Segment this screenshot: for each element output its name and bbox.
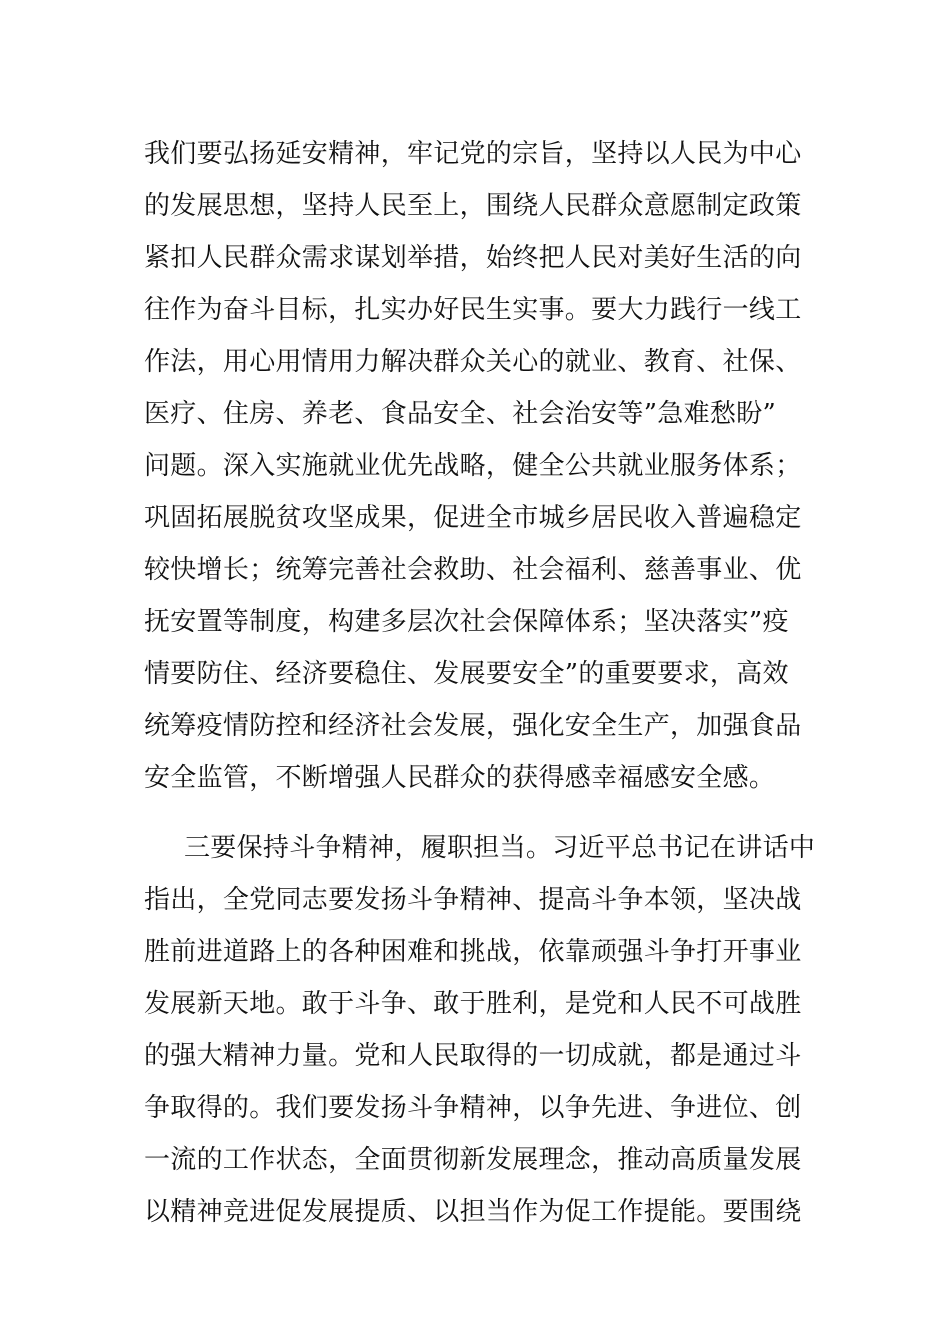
text-line: 紧扣人民群众需求谋划举措，始终把人民对美好生活的向 xyxy=(144,243,802,273)
text-line: 情要防住、经济要稳住、发展要安全”的重要要求，高效 xyxy=(144,659,789,689)
text-line: 较快增长；统筹完善社会救助、社会福利、慈善事业、优 xyxy=(144,555,802,585)
text-line-indented: 三要保持斗争精神，履职担当。习近平总书记在讲话中 xyxy=(184,833,816,863)
text-line: 往作为奋斗目标，扎实办好民生实事。要大力践行一线工 xyxy=(144,295,802,325)
text-line: 争取得的。我们要发扬斗争精神，以争先进、争进位、创 xyxy=(144,1093,802,1123)
text-line: 问题。深入实施就业优先战略，健全公共就业服务体系； xyxy=(144,451,802,481)
text-line: 的发展思想，坚持人民至上，围绕人民群众意愿制定政策 xyxy=(144,191,802,221)
text-line: 抚安置等制度，构建多层次社会保障体系；坚决落实”疫 xyxy=(144,607,789,637)
text-line: 作法，用心用情用力解决群众关心的就业、教育、社保、 xyxy=(144,347,802,377)
text-line: 发展新天地。敢于斗争、敢于胜利，是党和人民不可战胜 xyxy=(144,989,802,1019)
paragraph-1 xyxy=(144,128,824,804)
text-line: 的强大精神力量。党和人民取得的一切成就，都是通过斗 xyxy=(144,1041,802,1071)
text-line: 医疗、住房、养老、食品安全、社会治安等”急难愁盼” xyxy=(144,399,777,429)
text-line: 胜前进道路上的各种困难和挑战，依靠顽强斗争打开事业 xyxy=(144,937,802,967)
text-line: 指出，全党同志要发扬斗争精神、提高斗争本领，坚决战 xyxy=(144,885,802,915)
text-line: 我们要弘扬延安精神，牢记党的宗旨，坚持以人民为中心 xyxy=(144,139,802,169)
paragraph-2 xyxy=(144,822,824,1238)
text-line: 一流的工作状态，全面贯彻新发展理念，推动高质量发展 xyxy=(144,1145,802,1175)
text-line: 统筹疫情防控和经济社会发展，强化安全生产，加强食品 xyxy=(144,711,802,741)
text-line: 安全监管，不断增强人民群众的获得感幸福感安全感。 xyxy=(144,763,776,793)
text-line: 巩固拓展脱贫攻坚成果，促进全市城乡居民收入普遍稳定 xyxy=(144,503,802,533)
text-line: 以精神竞进促发展提质、以担当作为促工作提能。要围绕 xyxy=(144,1197,802,1227)
